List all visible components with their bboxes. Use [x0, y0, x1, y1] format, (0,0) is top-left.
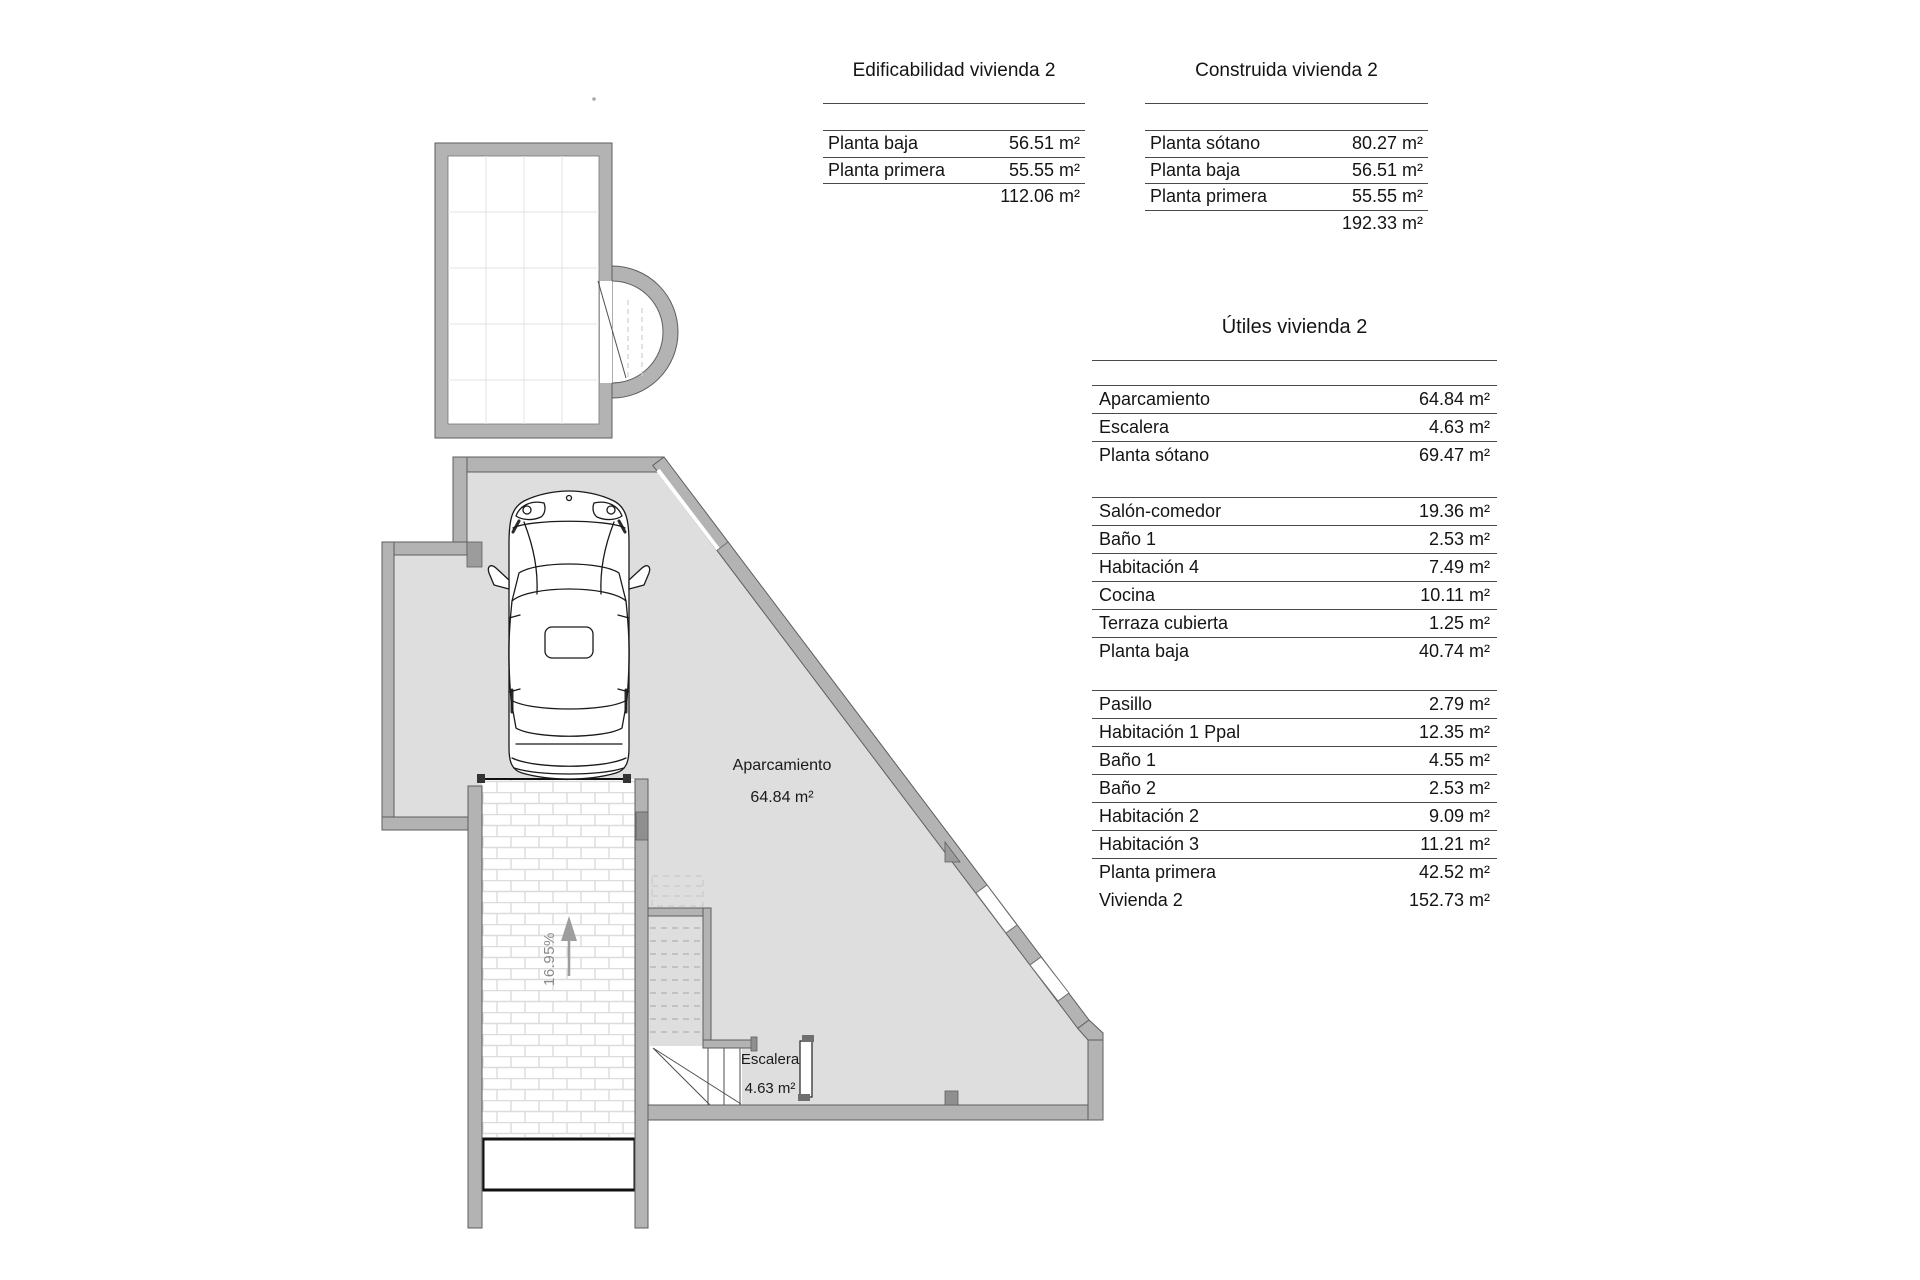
table-row	[1092, 830, 1497, 858]
wall-stair-side	[703, 908, 711, 1048]
row-value: 9.09 m²	[1428, 806, 1490, 826]
row-value: 42.52 m²	[1418, 862, 1490, 882]
stair-wall-endcap	[751, 1037, 757, 1051]
car	[488, 491, 649, 779]
wall-step	[382, 542, 467, 555]
table-row	[1092, 497, 1497, 525]
table-row	[1092, 525, 1497, 553]
construida-table	[1145, 50, 1428, 236]
table-row	[823, 130, 1085, 157]
table-title: Edificabilidad vivienda 2	[823, 50, 1085, 104]
wall-right	[1088, 1033, 1103, 1120]
table-row	[1092, 774, 1497, 802]
pool-wall-opening	[600, 281, 612, 383]
row-label: Habitación 1 Ppal	[1099, 722, 1241, 742]
row-value: 2.53 m²	[1428, 778, 1490, 798]
ramp-slope-label: 16.95%	[541, 932, 558, 986]
table-row	[1092, 718, 1497, 746]
edificabilidad-table	[823, 50, 1085, 210]
parking-label: Aparcamiento	[732, 757, 832, 774]
car-emblem	[567, 496, 572, 501]
table-row	[1092, 441, 1497, 469]
table-row	[1092, 746, 1497, 774]
pier-bottom	[945, 1091, 958, 1105]
row-label: Habitación 2	[1099, 806, 1200, 826]
utiles-group-sotano	[1092, 385, 1497, 469]
row-label: Planta sótano	[1099, 445, 1210, 465]
wall-stair-bottom	[703, 1040, 753, 1048]
table-title: Útiles vivienda 2	[1092, 307, 1497, 361]
row-label: Planta primera	[1099, 862, 1217, 882]
wall-left-lower	[382, 542, 394, 830]
table-row	[1092, 609, 1497, 637]
row-label: Cocina	[1099, 585, 1156, 605]
row-label: Planta baja	[1099, 641, 1190, 661]
row-label: Planta baja	[1150, 159, 1241, 180]
row-value: 112.06 m²	[1000, 186, 1080, 207]
door-jamb-top	[802, 1035, 814, 1042]
row-label: Vivienda 2	[1099, 889, 1183, 910]
row-value: 80.27 m²	[1351, 133, 1423, 154]
row-label: Baño 2	[1099, 778, 1157, 798]
table-row	[1145, 183, 1428, 210]
row-value: 56.51 m²	[1008, 133, 1080, 154]
table-row	[1092, 637, 1497, 665]
table-row	[1092, 886, 1497, 914]
row-label: Habitación 4	[1099, 557, 1200, 577]
table-title: Construida vivienda 2	[1145, 50, 1428, 104]
table-row	[1092, 413, 1497, 441]
table-row	[1092, 581, 1497, 609]
row-label: Salón-comedor	[1099, 501, 1222, 521]
pool-stair-bulge	[612, 266, 678, 398]
wall-top	[453, 457, 664, 472]
row-label: Planta baja	[828, 133, 919, 154]
row-value: 7.49 m²	[1428, 557, 1490, 577]
row-value: 2.53 m²	[1428, 529, 1490, 549]
table-row	[823, 183, 1085, 210]
row-label: Pasillo	[1099, 694, 1153, 714]
row-value: 4.55 m²	[1428, 750, 1490, 770]
table-rows	[1145, 130, 1428, 236]
row-value: 11.21 m²	[1420, 834, 1490, 854]
utiles-group-baja	[1092, 497, 1497, 665]
car-sunroof	[545, 627, 593, 658]
row-label: Terraza cubierta	[1099, 613, 1229, 633]
wall-bottom	[648, 1105, 1103, 1120]
row-value: 152.73 m²	[1408, 889, 1490, 910]
row-value: 56.51 m²	[1351, 159, 1423, 180]
row-label: Baño 1	[1099, 529, 1157, 549]
ramp-gate-post	[623, 774, 631, 783]
table-row	[1092, 553, 1497, 581]
table-rows	[823, 130, 1085, 210]
row-value: 2.79 m²	[1428, 694, 1490, 714]
ramp-paving	[482, 779, 635, 1137]
table-row	[1092, 802, 1497, 830]
utiles-group-primera	[1092, 690, 1497, 914]
wall-stair-top	[648, 908, 710, 916]
row-value: 64.84 m²	[1418, 389, 1490, 409]
ramp-gate-post	[477, 774, 485, 783]
parking-area-label: 64.84 m²	[750, 789, 814, 806]
row-label: Planta primera	[1150, 186, 1268, 207]
row-value: 1.25 m²	[1428, 613, 1490, 633]
table-row	[1092, 385, 1497, 413]
utiles-table	[1092, 307, 1497, 914]
row-label: Aparcamiento	[1099, 389, 1211, 409]
stairs-label: Escalera	[740, 1051, 800, 1068]
pier-left	[467, 542, 482, 567]
table-row	[1145, 157, 1428, 184]
table-row	[1092, 858, 1497, 886]
table-row	[1145, 210, 1428, 237]
wall-left-upper	[453, 457, 467, 555]
row-value: 55.55 m²	[1351, 186, 1423, 207]
row-label: Planta primera	[828, 159, 946, 180]
row-value: 10.11 m²	[1420, 585, 1490, 605]
ramp-door-jamb	[636, 812, 648, 840]
row-label: Baño 1	[1099, 750, 1157, 770]
row-value: 69.47 m²	[1418, 445, 1490, 465]
row-label: Planta sótano	[1150, 133, 1261, 154]
row-value: 55.55 m²	[1008, 159, 1080, 180]
stairs-area-label: 4.63 m²	[744, 1080, 796, 1097]
row-value: 40.74 m²	[1418, 641, 1490, 661]
print-speck	[592, 97, 596, 101]
table-row	[1145, 130, 1428, 157]
row-value: 192.33 m²	[1341, 213, 1423, 234]
row-label: Escalera	[1099, 417, 1170, 437]
table-row	[823, 157, 1085, 184]
garage-door	[483, 1139, 635, 1190]
row-value: 19.36 m²	[1418, 501, 1490, 521]
table-row	[1092, 690, 1497, 718]
wall-ramp-left	[468, 786, 482, 1228]
row-label: Habitación 3	[1099, 834, 1200, 854]
row-value: 12.35 m²	[1418, 722, 1490, 742]
wall-ramp-top-left	[382, 817, 472, 830]
wall-ramp-right	[635, 779, 648, 1228]
pool	[435, 143, 678, 438]
row-value: 4.63 m²	[1428, 417, 1490, 437]
